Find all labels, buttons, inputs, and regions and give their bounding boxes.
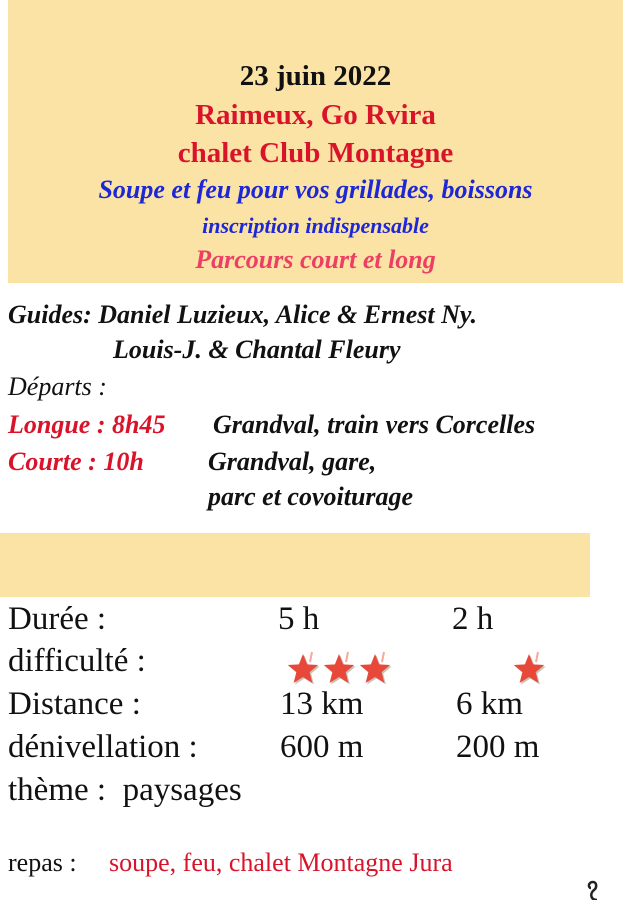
theme-label: thème : xyxy=(8,772,107,808)
registration-note: inscription indispensable xyxy=(202,213,429,238)
long-route-time: Longue : 8h45 xyxy=(8,410,166,439)
meal-value: soupe, feu, chalet Montagne Jura xyxy=(109,848,453,877)
event-place: Raimeux, Go Rvira xyxy=(195,99,436,131)
difficulty-label: difficulté : xyxy=(8,643,146,679)
guides-line-2: Louis-J. & Chantal Fleury xyxy=(113,335,401,364)
elevation-label: dénivellation : xyxy=(8,729,198,765)
header-banner xyxy=(8,0,623,283)
star-icon xyxy=(360,652,392,684)
difficulty-long-stars xyxy=(285,648,393,688)
short-route-start-1: Grandval, gare, xyxy=(208,447,377,476)
event-date: 23 juin 2022 xyxy=(239,60,392,92)
elevation-short: 200 m xyxy=(456,729,540,765)
star-icon xyxy=(514,652,546,684)
star-icon xyxy=(324,652,356,684)
duration-short: 2 h xyxy=(452,601,494,637)
short-route-time: Courte : 10h xyxy=(8,447,144,476)
distance-label: Distance : xyxy=(8,686,141,722)
theme-value: paysages xyxy=(122,772,242,808)
elevation-long: 600 m xyxy=(280,729,364,765)
separator-band xyxy=(0,533,590,597)
routes-note: Parcours court et long xyxy=(195,245,436,274)
meal-label: repas : xyxy=(8,848,77,877)
distance-short: 6 km xyxy=(456,686,523,722)
distance-long: 13 km xyxy=(280,686,364,722)
event-venue: chalet Club Montagne xyxy=(177,137,454,169)
guides-line-1: Guides: Daniel Luzieux, Alice & Ernest Ny. xyxy=(8,300,477,329)
long-route-start: Grandval, train vers Corcelles xyxy=(213,410,536,439)
star-icon xyxy=(288,652,320,684)
departures-label: Départs : xyxy=(8,372,107,401)
difficulty-short-stars xyxy=(511,648,547,688)
event-food-note: Soupe et feu pour vos grillades, boissons xyxy=(98,175,533,204)
duration-label: Durée : xyxy=(8,601,107,637)
corner-mark-icon xyxy=(585,878,605,900)
duration-long: 5 h xyxy=(278,601,320,637)
theme-line xyxy=(8,772,242,809)
short-route-start-2: parc et covoiturage xyxy=(208,482,414,511)
